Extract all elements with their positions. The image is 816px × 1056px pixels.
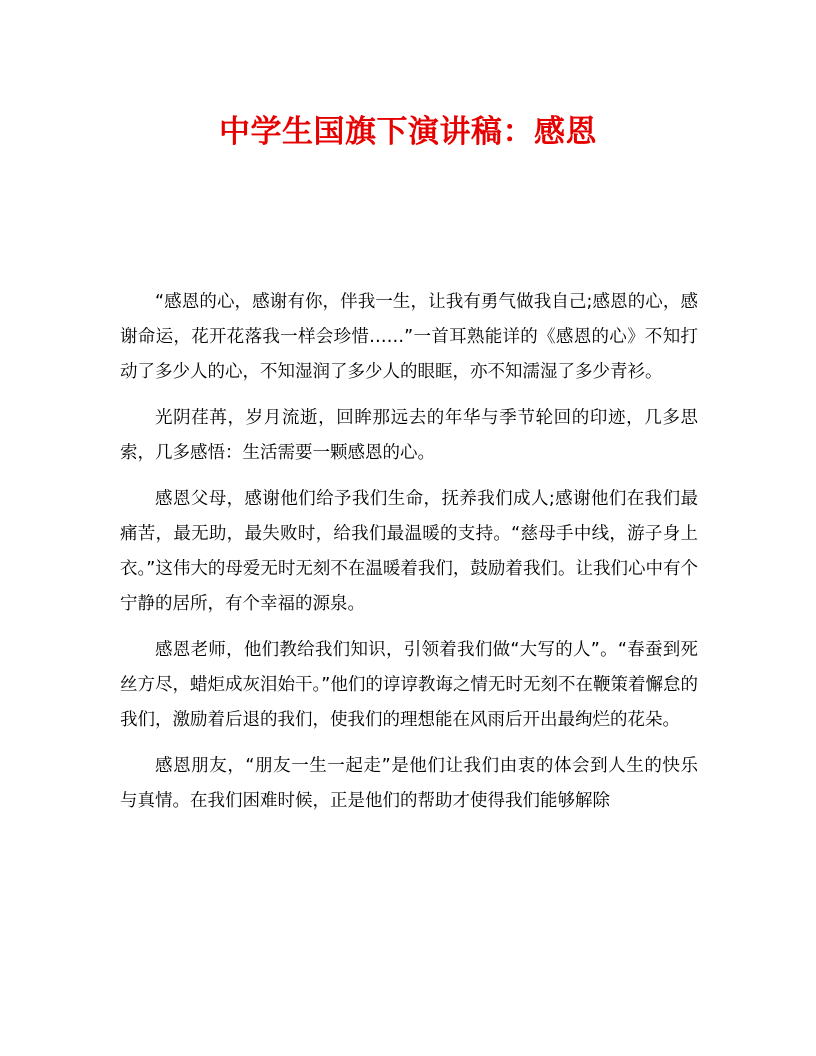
page-title: 中学生国旗下演讲稿：感恩 (219, 114, 597, 150)
paragraph-1: “感恩的心，感谢有你，伴我一生，让我有勇气做我自己;感恩的心，感谢命运，花开花落我一样会珍惜……”一首耳熟能详的《感恩的心》不知打动了多少人的心，不知湿润了多少人的眼眶，亦不知濡湿了多少青衫。 (120, 292, 698, 382)
paragraph-3: 感恩父母，感谢他们给予我们生命，抚养我们成人;感谢他们在我们最痛苦，最无助，最失败时，给我们最温暖的支持。“慈母手中线，游子身上衣。”这伟大的母爱无时无刻不在温暖着我们，鼓励着我们。让我们心中有个宁静的居所，有个幸福的源泉。 (120, 489, 698, 614)
document-body (120, 285, 698, 830)
paragraph-4: 感恩老师，他们教给我们知识，引领着我们做“大写的人”。“春蚕到死丝方尽，蜡炬成灰泪始干。”他们的谆谆教诲之情无时无刻不在鞭策着懈怠的我们，激励着后退的我们，使我们的理想能在风雨后开出最绚烂的花朵。 (120, 640, 698, 730)
paragraph-5: 感恩朋友，“朋友一生一起走”是他们让我们由衷的体会到人生的快乐与真情。在我们困难时候，正是他们的帮助才使得我们能够解除 (120, 756, 698, 811)
paragraph-2: 光阴荏苒，岁月流逝，回眸那远去的年华与季节轮回的印迹，几多思索，几多感悟：生活需要一颗感恩的心。 (120, 408, 698, 463)
